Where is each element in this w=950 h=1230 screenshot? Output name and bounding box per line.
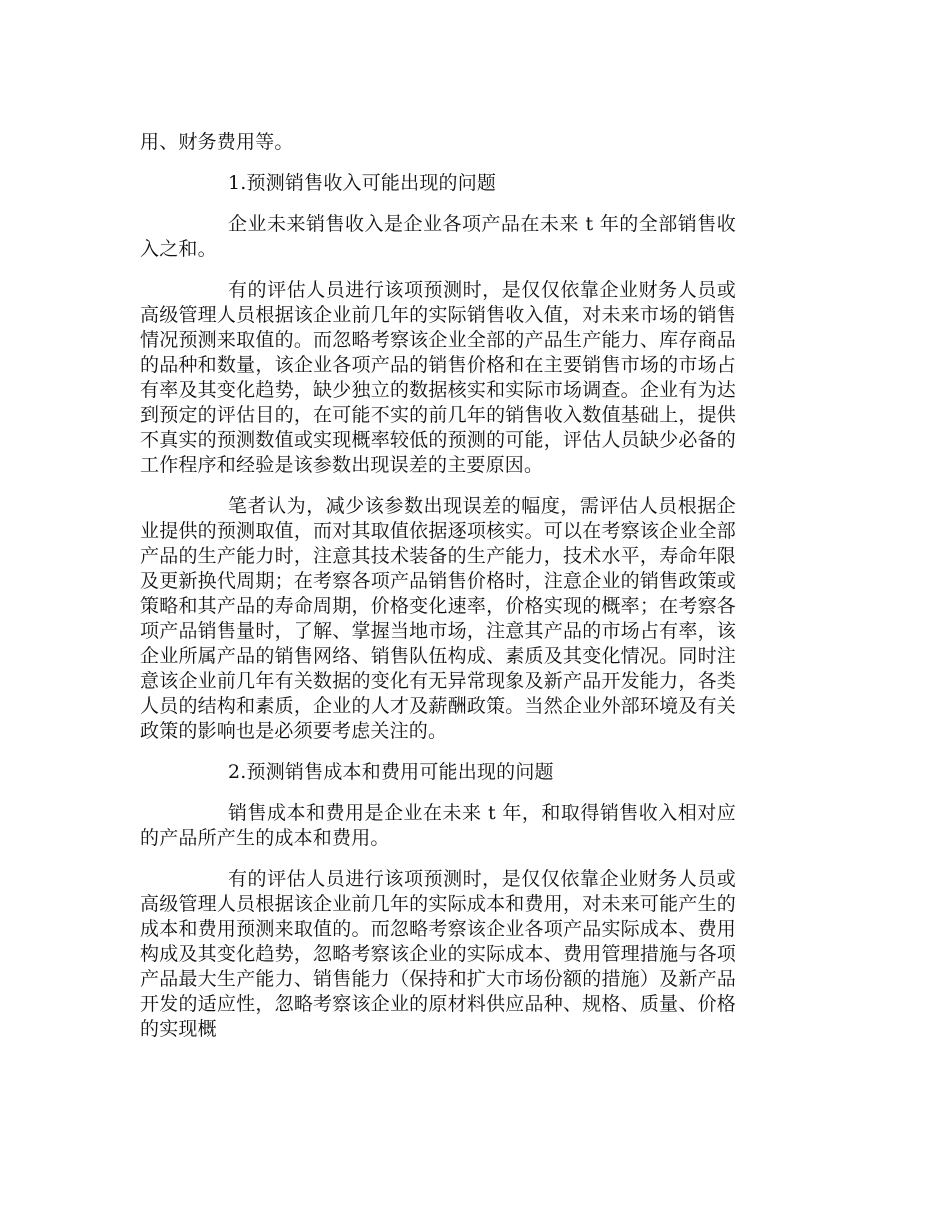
section-heading-2: 2.预测销售成本和费用可能出现的问题: [228, 761, 554, 783]
body-paragraph: 企业未来销售收入是企业各项产品在未来 t 年的全部销售收入之和。: [140, 213, 736, 260]
body-paragraph: 笔者认为，减少该参数出现误差的幅度，需评估人员根据企业提供的预测取值，而对其取值依据逐项核实。可以在考察该企业全部产品的生产能力时，注意其技术装备的生产能力，技术水平，寿命年限及更新换代周期；在考察各项产品销售价格时，注意企业的销售政策或策略和其产品的寿命周期，价格变化速率，价格实现的概率；在考察各项产品销售量时，了解、掌握当地市场，注意其产品的市场占有率，该企业所属产品的销售网络、销售队伍构成、素质及其变化情况。同时注意该企业前几年有关数据的变化有无异常现象及新产品开发能力，各类人员的结构和素质，企业的人才及薪酬政策。当然企业外部环境及有关政策的影响也是必须要考虑关注的。: [140, 495, 736, 742]
body-paragraph: 有的评估人员进行该项预测时，是仅仅依靠企业财务人员或高级管理人员根据该企业前几年的实际成本和费用，对未来可能产生的成本和费用预测来取值的。而忽略考察该企业各项产品实际成本、费用构成及其变化趋势，忽略考察该企业的实际成本、费用管理措施与各项产品最大生产能力、销售能力（保持和扩大市场份额的措施）及新产品开发的适应性，忽略考察该企业的原材料供应品种、规格、质量、价格的实现概: [140, 868, 736, 1040]
body-paragraph: 销售成本和费用是企业在未来 t 年，和取得销售收入相对应的产品所产生的成本和费用。: [140, 802, 736, 849]
section-heading-1: 1.预测销售收入可能出现的问题: [228, 172, 497, 194]
document-body: [140, 130, 736, 1058]
body-paragraph: 有的评估人员进行该项预测时，是仅仅依靠企业财务人员或高级管理人员根据该企业前几年的实际销售收入值，对未来市场的销售情况预测来取值的。而忽略考察该企业全部的产品生产能力、库存商品的品种和数量，该企业各项产品的销售价格和在主要销售市场的市场占有率及其变化趋势，缺少独立的数据核实和实际市场调查。企业有为达到预定的评估目的，在可能不实的前几年的销售收入数值基础上，提供不真实的预测数值或实现概率较低的预测的可能，评估人员缺少必备的工作程序和经验是该参数出现误差的主要原因。: [140, 279, 736, 476]
continuation-paragraph: 用、财务费用等。: [140, 131, 294, 153]
